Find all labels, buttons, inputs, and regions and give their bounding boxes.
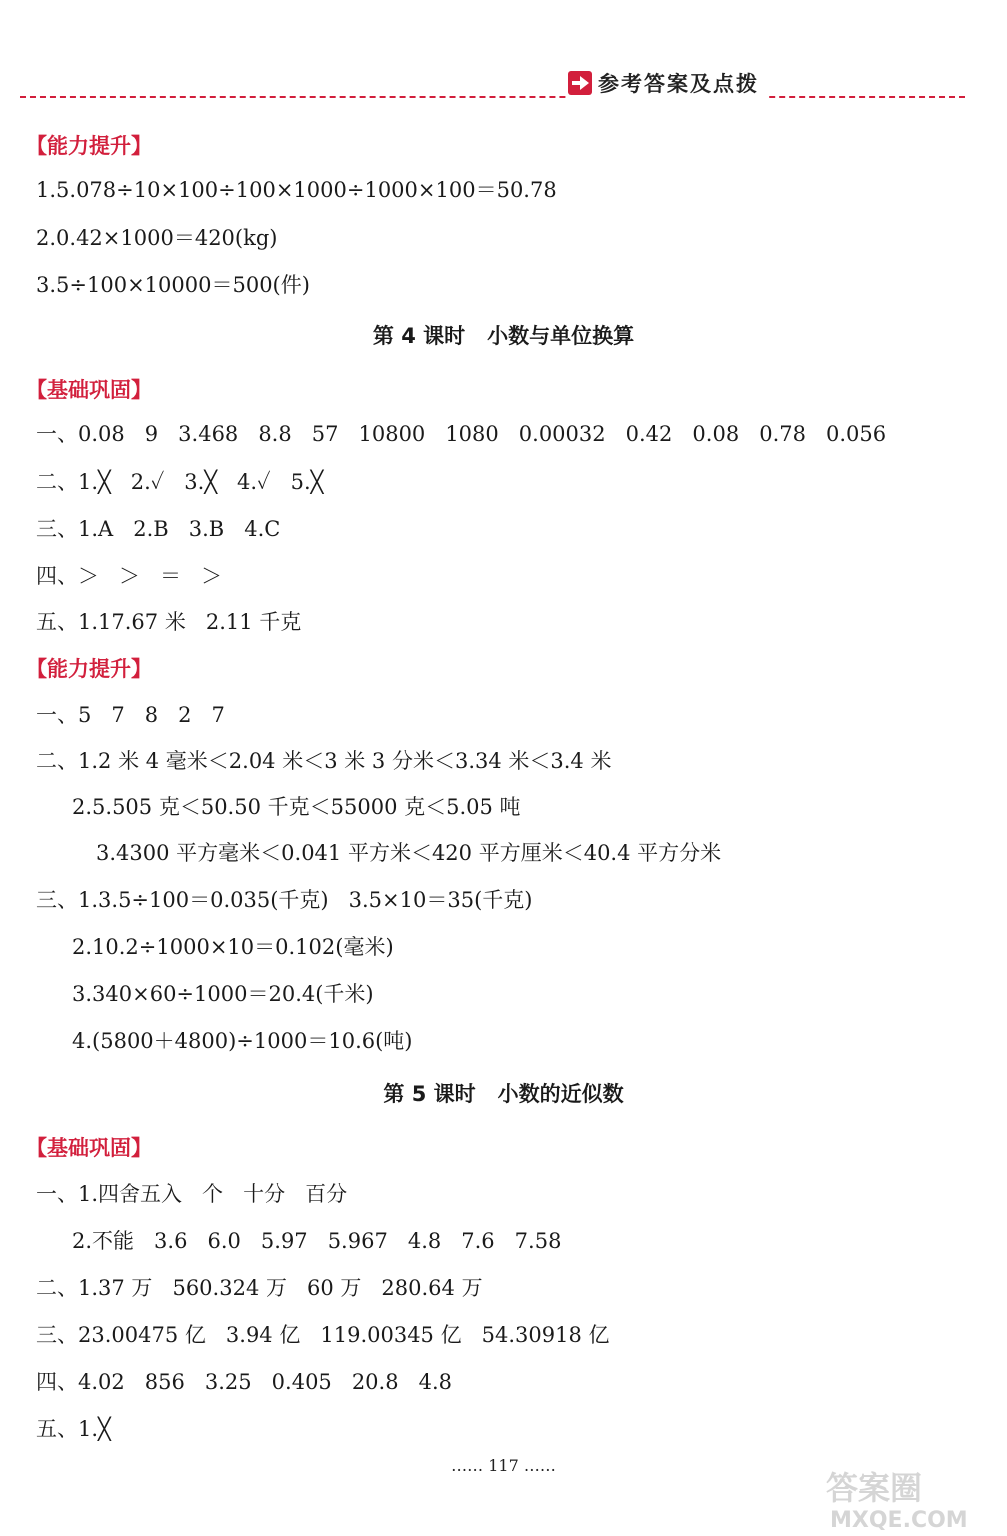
answer-line: 三、23.00475 亿 3.94 亿 119.00345 亿 54.30918 亿	[36, 1323, 610, 1347]
answer-line: 一、5 7 8 2 7	[36, 703, 225, 727]
section-tag-ability: 【能力提升】	[26, 134, 152, 158]
answer-line: 3.340×60÷1000＝20.4(千米)	[72, 982, 374, 1006]
header-title: 参考答案及点拨	[598, 72, 759, 96]
answer-line: 五、1.17.67 米 2.11 千克	[36, 610, 302, 634]
answer-line: 2.10.2÷1000×10＝0.102(毫米)	[72, 935, 394, 959]
answer-line: 2.不能 3.6 6.0 5.97 5.967 4.8 7.6 7.58	[72, 1229, 562, 1253]
answer-line: 五、1.╳	[36, 1417, 111, 1441]
answer-line: 二、1.╳ 2.✓ 3.╳ 4.✓ 5.╳	[36, 470, 324, 494]
answer-line: 2.0.42×1000＝420(kg)	[36, 226, 278, 250]
answer-line: 三、1.3.5÷100＝0.035(千克) 3.5×10＝35(千克)	[36, 888, 533, 912]
answer-line: 2.5.505 克＜50.50 千克＜55000 克＜5.05 吨	[72, 795, 521, 819]
watermark-text: 答案圈	[826, 1469, 923, 1507]
page-header	[20, 62, 965, 102]
answer-line: 三、1.A 2.B 3.B 4.C	[36, 517, 281, 541]
answer-line: 二、1.2 米 4 毫米＜2.04 米＜3 米 3 分米＜3.34 米＜3.4 米	[36, 749, 612, 773]
answer-line: 四、＞ ＞ ＝ ＞	[36, 564, 223, 588]
answer-line: 3.5÷100×10000＝500(件)	[36, 273, 310, 297]
answer-line: 4.(5800＋4800)÷1000＝10.6(吨)	[72, 1029, 413, 1053]
answer-line: 二、1.37 万 560.324 万 60 万 280.64 万	[36, 1276, 483, 1300]
answer-line: 一、1.四舍五入 个 十分 百分	[36, 1182, 348, 1206]
lesson-title: 第 4 课时 小数与单位换算	[372, 324, 635, 348]
answer-line: 1.5.078÷10×100÷100×1000÷1000×100＝50.78	[36, 178, 557, 202]
watermark-logo	[820, 1465, 990, 1530]
lesson-title: 第 5 课时 小数的近似数	[383, 1082, 624, 1106]
answer-line: 3.4300 平方毫米＜0.041 平方米＜420 平方厘米＜40.4 平方分米	[96, 841, 722, 865]
header-dashed-rule	[20, 96, 965, 98]
answer-line: 一、0.08 9 3.468 8.8 57 10800 1080 0.00032 0.42 0.08 0.78 0.056	[36, 422, 887, 446]
section-tag-ability: 【能力提升】	[26, 657, 152, 681]
header-label	[568, 68, 767, 98]
section-tag-basic: 【基础巩固】	[26, 1136, 152, 1160]
answer-line: 四、4.02 856 3.25 0.405 20.8 4.8	[36, 1370, 453, 1394]
arrow-right-icon	[568, 71, 592, 95]
section-tag-basic: 【基础巩固】	[26, 378, 152, 402]
watermark-url: MXQE.COM	[830, 1508, 968, 1530]
page-number: …… 117 ……	[451, 1456, 556, 1475]
